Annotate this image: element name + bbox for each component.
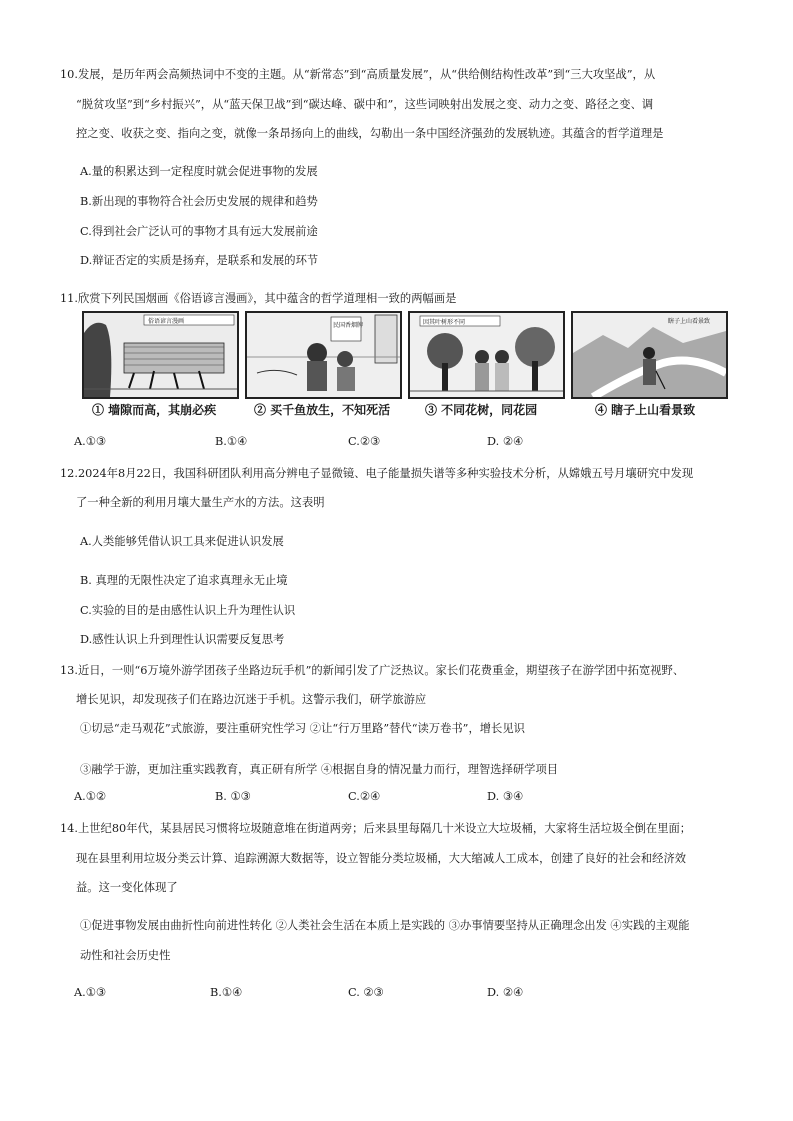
q12-stem-line-1: 12.2024年8月22日，我国科研团队利用高分辨电子显微镜、电子能量损失谱等多种实验技术分析，从嫦娥五号月壤研究中发现: [60, 467, 694, 480]
q12-option-b: B. 真理的无限性决定了追求真理永无止境: [80, 574, 288, 587]
q12-option-c: C.实验的目的是由感性认识上升为理性认识: [80, 604, 296, 617]
q10-option-b: B.新出现的事物符合社会历史发展的规律和趋势: [80, 195, 318, 208]
q14-choice-c: C. ②③: [348, 986, 384, 999]
q13-choice-b: B. ①③: [215, 790, 251, 803]
q12-option-a: A.人类能够凭借认识工具来促进认识发展: [80, 535, 284, 548]
panel-4-caption: ④ 瞎子上山看景致: [595, 403, 696, 417]
cartoon-image-3: [410, 313, 563, 397]
q14-choice-a: A.①③: [74, 986, 107, 999]
q11-choice-d: D. ②④: [487, 435, 524, 448]
panel-4-title: 瞎子上山看景致: [668, 318, 711, 325]
q13-stem-line-1: 13.近日，一则“6万境外游学团孩子坐路边玩手机”的新闻引发了广泛热议。家长们花费重金，期望孩子在游学团中拓宽视野、: [60, 664, 685, 677]
q10-stem-line-3: 控之变、收获之变、指向之变，就像一条昂扬向上的曲线，勾勒出一条中国经济强劲的发展轨迹。其蕴含的哲学道理是: [76, 127, 664, 140]
cartoon-image-4: [573, 313, 726, 397]
cartoon-panel-1: [82, 311, 239, 399]
q14-choice-d: D. ②④: [487, 986, 524, 999]
q14-item-line-1: ①促进事物发展由曲折性向前进性转化 ②人类社会生活在本质上是实践的 ③办事情要坚持从正确理念出发 ④实践的主观能: [80, 919, 690, 932]
cartoon-image-1: [84, 313, 237, 397]
cartoon-panel-4: [571, 311, 728, 399]
q13-item-line-1: ①切忌“走马观花”式旅游，要注重研究性学习 ②让“行万里路”替代“读万卷书”，增长见识: [80, 722, 525, 735]
q14-item-line-2: 动性和社会历史性: [80, 949, 171, 962]
q10-option-c: C.得到社会广泛认可的事物才具有远大发展前途: [80, 225, 318, 238]
q14-stem-line-2: 现在县里利用垃圾分类云计算、追踪溯源大数据等，设立智能分类垃圾桶，大大缩减人工成本，创建了良好的社会和经济效: [76, 852, 687, 865]
q13-choice-c: C.②④: [348, 790, 381, 803]
q11-stem: 11.欣赏下列民国烟画《俗语谚言漫画》，其中蕴含的哲学道理相一致的两幅画是: [60, 292, 457, 305]
panel-2-caption: ② 买千鱼放生，不知死活: [254, 403, 391, 417]
q10-stem-line-2: “脱贫攻坚”到“乡村振兴”，从“蓝天保卫战”到“碳达峰、碳中和”，这些词映射出发展之变、动力之变、路径之变、调: [76, 98, 654, 111]
q13-item-line-2: ③融学于游，更加注重实践教育，真正研有所学 ④根据自身的情况量力而行，理智选择研学项目: [80, 763, 559, 776]
q10-option-a: A.量的积累达到一定程度时就会促进事物的发展: [80, 165, 318, 178]
q14-stem-line-1: 14.上世纪80年代，某县居民习惯将垃圾随意堆在街道两旁；后来县里每隔几十米设立大垃圾桶，大家将生活垃圾全倒在里面；: [60, 822, 692, 835]
panel-2-title: 民国香烟牌: [333, 322, 364, 329]
q12-stem-line-2: 了一种全新的利用月壤大量生产水的方法。这表明: [76, 496, 325, 509]
panel-3-title: 因其叶树形不同: [423, 319, 466, 326]
q10-stem-line-1: 10.发展，是历年两会高频热词中不变的主题。从“新常态”到“高质量发展”，从“供给侧结构性改革”到“三大攻坚战”，从: [60, 68, 656, 81]
q11-choice-c: C.②③: [348, 435, 381, 448]
q13-stem-line-2: 增长见识，却发现孩子们在路边沉迷于手机。这警示我们，研学旅游应: [76, 693, 427, 706]
q12-option-d: D.感性认识上升到理性认识需要反复思考: [80, 633, 285, 646]
cartoon-image-2: [247, 313, 400, 397]
panel-1-title: 俗语谚言漫画: [148, 318, 185, 325]
q11-choice-a: A.①③: [74, 435, 107, 448]
q13-choice-a: A.①②: [74, 790, 107, 803]
cartoon-panel-3: [408, 311, 565, 399]
q13-choice-d: D. ③④: [487, 790, 524, 803]
q11-choice-b: B.①④: [215, 435, 248, 448]
q14-choice-b: B.①④: [210, 986, 243, 999]
cartoon-panel-2: [245, 311, 402, 399]
q10-option-d: D.辩证否定的实质是扬弃，是联系和发展的环节: [80, 254, 319, 267]
q14-stem-line-3: 益。这一变化体现了: [76, 881, 178, 894]
panel-1-caption: ① 墙隙而高，其崩必疾: [92, 403, 217, 417]
panel-3-caption: ③ 不同花树，同花园: [425, 403, 538, 417]
